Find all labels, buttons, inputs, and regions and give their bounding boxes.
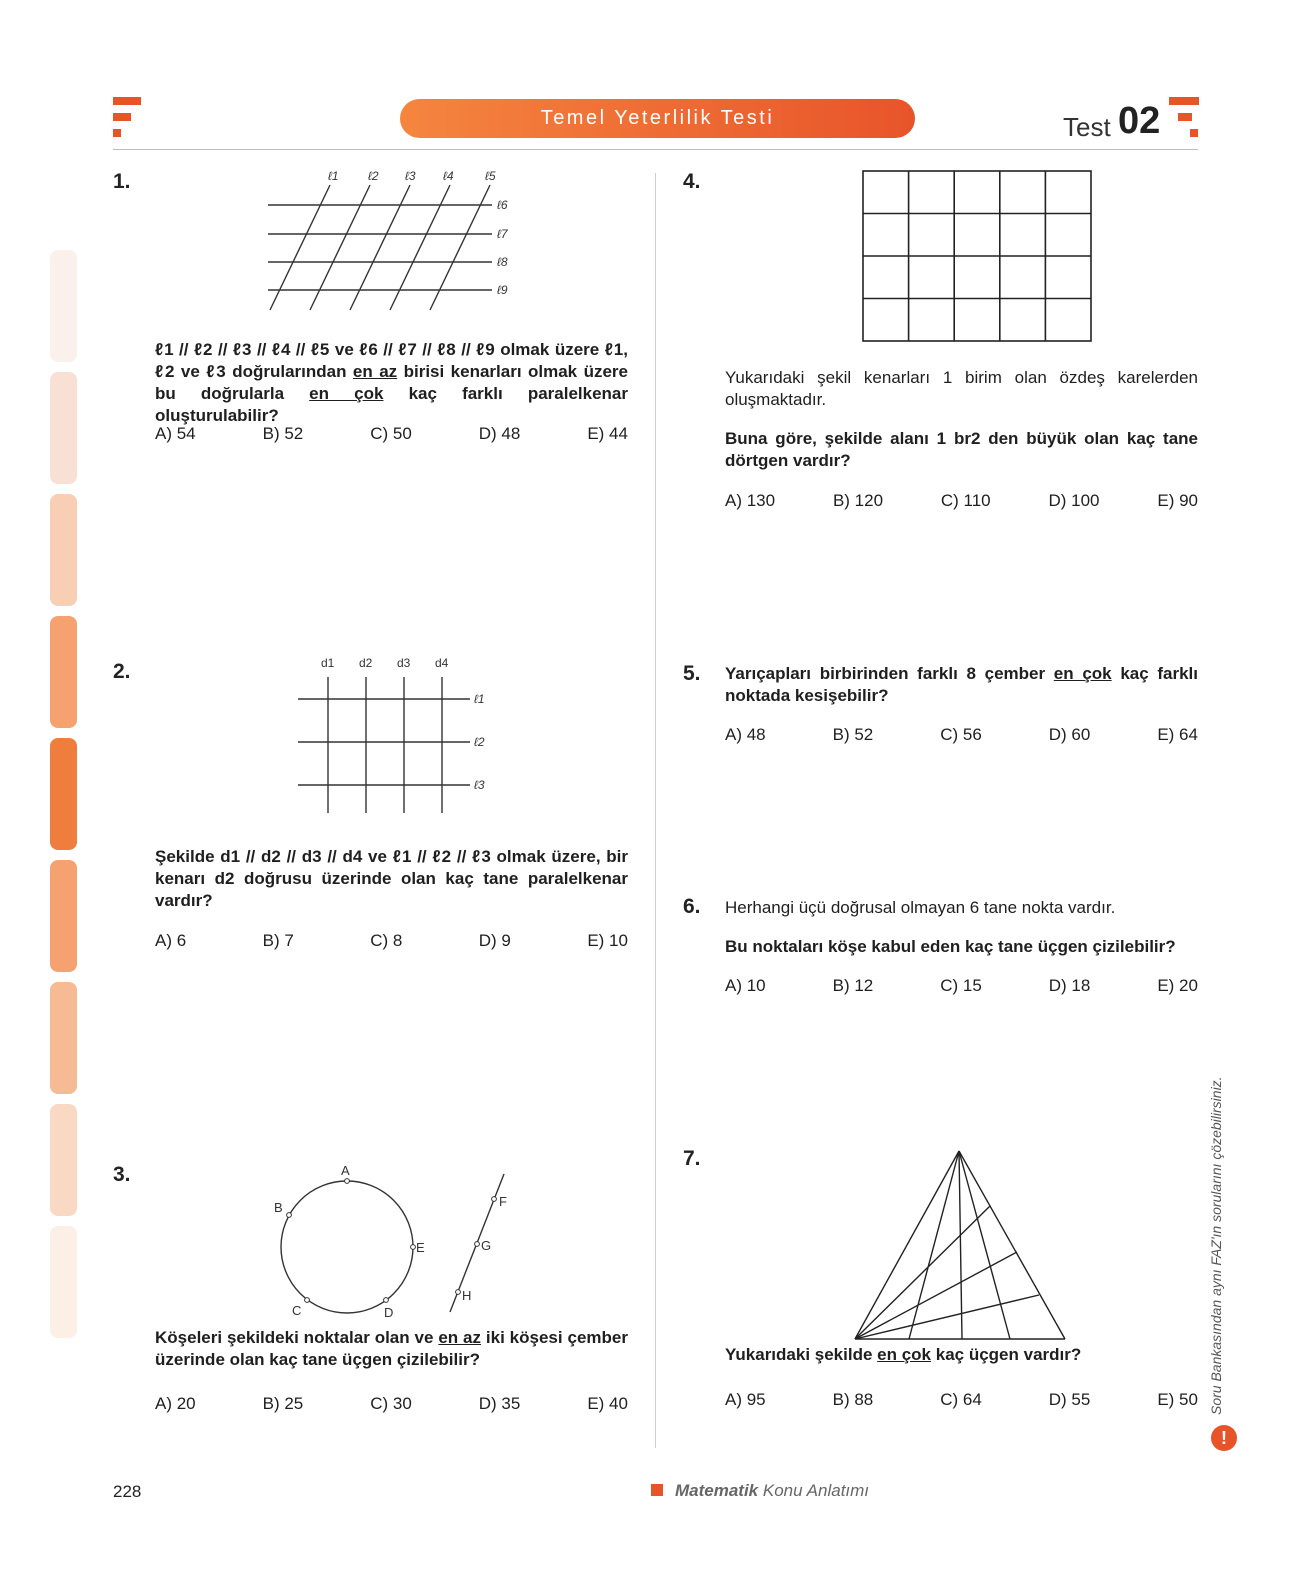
answer-choices — [155, 424, 628, 444]
choice-d[interactable]: D) 35 — [478, 1394, 521, 1413]
answer-choices — [155, 931, 628, 951]
line-label: d2 — [359, 656, 373, 670]
choice-c[interactable]: C) 56 — [940, 725, 982, 744]
page-number: 228 — [113, 1482, 142, 1501]
side-tab — [50, 494, 77, 606]
line-label: ℓ1 — [474, 692, 485, 706]
line-label: ℓ8 — [497, 255, 508, 269]
answer-choices — [725, 725, 1198, 745]
question-text: Yukarıdaki şekil kenarları 1 birim olan özdeş karelerden oluşmaktadır. — [725, 368, 1198, 409]
point-label: C — [292, 1303, 302, 1318]
question-number: 4. — [683, 170, 701, 193]
point-label: E — [416, 1240, 425, 1255]
side-note: Soru Bankasından aynı FAZ'ın sorularını çözebilirsiniz. — [1208, 1076, 1224, 1415]
choice-e[interactable]: E) 10 — [587, 931, 628, 950]
line-label: ℓ6 — [497, 198, 508, 212]
side-tab — [50, 250, 77, 362]
answer-choices — [725, 491, 1198, 511]
line-label: ℓ2 — [474, 735, 485, 749]
choice-e[interactable]: E) 20 — [1157, 976, 1198, 995]
line-label: d3 — [397, 656, 411, 670]
question-text: ℓ1 // ℓ2 // ℓ3 // ℓ4 // ℓ5 ve ℓ6 // ℓ7 // ℓ8 // ℓ9 olmak üzere ℓ1, ℓ2 ve ℓ3 doğrularından en az birisi kenarları olmak üzere bu doğrularla en çok kaç farklı paralelkenar oluşturulabilir? — [155, 340, 629, 425]
question-text: Yarıçapları birbirinden farklı 8 çember en çok kaç farklı noktada kesişebilir? — [725, 664, 1198, 705]
question-text: Bu noktaları köşe kabul eden kaç tane üçgen çizilebilir? — [725, 937, 1176, 956]
question-text: Buna göre, şekilde alanı 1 br2 den büyük olan kaç tane dörtgen vardır? — [725, 429, 1198, 470]
choice-d[interactable]: D) 55 — [1048, 1390, 1091, 1409]
q2-figure — [290, 655, 500, 825]
side-tab — [50, 1104, 77, 1216]
footer-square-icon — [651, 1484, 663, 1496]
question-number: 2. — [113, 660, 131, 683]
choice-a[interactable]: A) 48 — [725, 725, 766, 744]
line-label: d1 — [321, 656, 335, 670]
choice-b[interactable]: B) 120 — [832, 491, 884, 510]
point-label: H — [462, 1288, 472, 1303]
side-tab — [50, 982, 77, 1094]
choice-a[interactable]: A) 10 — [725, 976, 766, 995]
footer-book-title — [675, 1481, 869, 1501]
choice-b[interactable]: B) 52 — [262, 424, 304, 443]
choice-e[interactable]: E) 90 — [1157, 491, 1198, 510]
choice-e[interactable]: E) 44 — [587, 424, 628, 443]
answer-choices — [155, 1394, 628, 1414]
test-label: Test — [1063, 112, 1111, 142]
question-text: Yukarıdaki şekilde en çok kaç üçgen vardır? — [725, 1345, 1082, 1364]
side-tab — [50, 738, 77, 850]
choice-c[interactable]: C) 50 — [370, 424, 412, 443]
side-tab — [50, 860, 77, 972]
q1-figure — [260, 168, 530, 316]
choice-c[interactable]: C) 64 — [940, 1390, 982, 1409]
question-text: Köşeleri şekildeki noktalar olan ve en az iki köşesi çember üzerinde olan kaç tane üçgen çizilebilir? — [155, 1328, 628, 1369]
answer-choices — [725, 976, 1198, 996]
choice-b[interactable]: B) 52 — [832, 725, 874, 744]
line-label: d4 — [435, 656, 449, 670]
line-label: ℓ9 — [497, 283, 508, 297]
choice-c[interactable]: C) 8 — [370, 931, 403, 950]
question-text: Herhangi üçü doğrusal olmayan 6 tane nokta vardır. — [725, 898, 1116, 917]
line-label: ℓ3 — [474, 778, 485, 792]
point-label: F — [499, 1194, 507, 1209]
choice-b[interactable]: B) 25 — [262, 1394, 304, 1413]
question-text: Şekilde d1 // d2 // d3 // d4 ve ℓ1 // ℓ2 // ℓ3 olmak üzere, bir kenarı d2 doğrusu üzerinde olan kaç tane paralelkenar vardır? — [155, 847, 628, 910]
choice-e[interactable]: E) 50 — [1157, 1390, 1198, 1409]
alert-icon: ! — [1211, 1425, 1237, 1451]
question-number: 3. — [113, 1163, 131, 1186]
test-number: 02 — [1118, 100, 1161, 142]
line-label: ℓ7 — [497, 227, 508, 241]
q7-triangle-figure — [850, 1145, 1075, 1345]
choice-d[interactable]: D) 9 — [478, 931, 511, 950]
line-label: ℓ3 — [405, 169, 416, 183]
q4-grid-figure — [862, 170, 1094, 344]
choice-d[interactable]: D) 18 — [1048, 976, 1091, 995]
choice-d[interactable]: D) 60 — [1048, 725, 1091, 744]
question-number: 6. — [683, 895, 701, 918]
line-label: ℓ2 — [368, 169, 379, 183]
choice-b[interactable]: B) 12 — [832, 976, 874, 995]
choice-d[interactable]: D) 48 — [478, 424, 521, 443]
choice-b[interactable]: B) 7 — [262, 931, 294, 950]
question-number: 1. — [113, 170, 131, 193]
point-label: G — [481, 1238, 492, 1253]
column-divider — [655, 173, 656, 1448]
side-tab — [50, 616, 77, 728]
line-label: ℓ1 — [328, 169, 339, 183]
q3-figure — [270, 1160, 520, 1330]
choice-a[interactable]: A) 130 — [725, 491, 776, 510]
point-label: D — [384, 1305, 394, 1320]
choice-e[interactable]: E) 40 — [587, 1394, 628, 1413]
choice-a[interactable]: A) 20 — [155, 1394, 196, 1413]
line-label: ℓ5 — [485, 169, 496, 183]
question-number: 5. — [683, 662, 701, 685]
choice-c[interactable]: C) 15 — [940, 976, 982, 995]
question-number: 7. — [683, 1147, 701, 1170]
answer-choices — [725, 1390, 1198, 1410]
footer-subject: Matematik — [675, 1481, 759, 1500]
choice-c[interactable]: C) 110 — [940, 491, 991, 510]
side-tab — [50, 372, 77, 484]
choice-d[interactable]: D) 100 — [1048, 491, 1100, 510]
footer-subtitle: Konu Anlatımı — [762, 1481, 870, 1500]
choice-e[interactable]: E) 64 — [1157, 725, 1198, 744]
point-label: B — [274, 1200, 283, 1215]
choice-a[interactable]: A) 54 — [155, 424, 196, 443]
point-label: A — [341, 1163, 350, 1178]
side-tab — [50, 1226, 77, 1338]
choice-c[interactable]: C) 30 — [370, 1394, 412, 1413]
choice-a[interactable]: A) 95 — [725, 1390, 766, 1409]
choice-b[interactable]: B) 88 — [832, 1390, 874, 1409]
line-label: ℓ4 — [443, 169, 454, 183]
choice-a[interactable]: A) 6 — [155, 931, 187, 950]
header-rule — [113, 149, 1198, 150]
test-title: Temel Yeterlilik Testi — [400, 99, 915, 138]
